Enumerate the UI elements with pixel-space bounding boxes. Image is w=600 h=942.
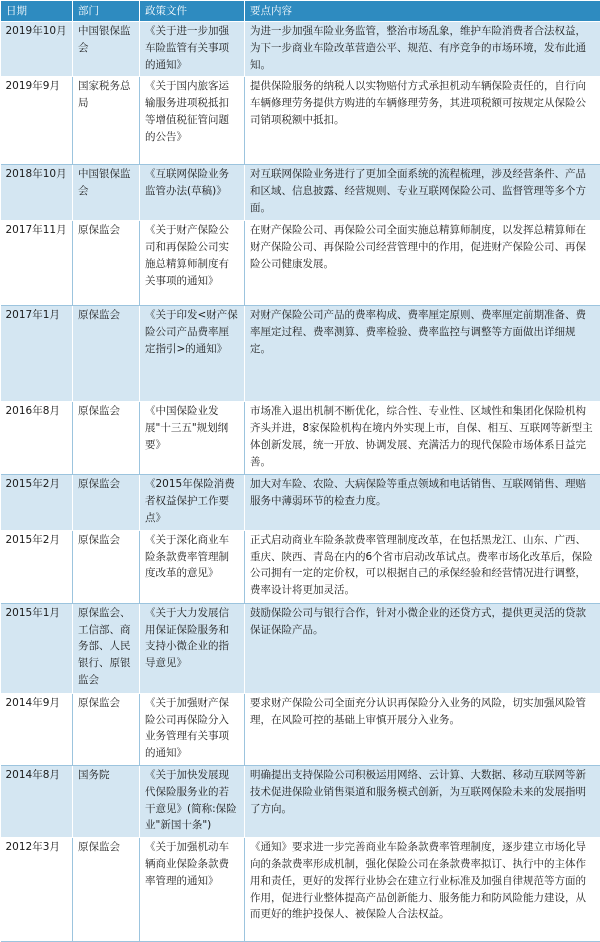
- cell-department: 原保监会: [73, 838, 140, 942]
- cell-date: 2016年8月: [1, 402, 73, 475]
- cell-department: 原保监会: [73, 402, 140, 475]
- table-row: [1, 221, 600, 306]
- cell-department: 中国银保监会: [73, 165, 140, 221]
- cell-department: 原保监会: [73, 221, 140, 306]
- cell-date: 2014年8月: [1, 765, 73, 837]
- table-row: [1, 530, 600, 603]
- cell-policy-document: 《关于深化商业车险条款费率管理制度改革的意见》: [140, 530, 245, 603]
- cell-key-points: 明确提出支持保险公司积极运用网络、云计算、大数据、移动互联网等新技术促进保险业销售渠道和服务模式创新，为互联网保险未来的发展指明了方向。: [245, 765, 600, 837]
- cell-date: 2017年11月: [1, 221, 73, 306]
- cell-department: 中国银保监会: [73, 22, 140, 77]
- cell-key-points: 提供保险服务的纳税人以实物赔付方式承担机动车辆保险责任的，自行向车辆修理劳务提供方购进的车辆修理劳务，其进项税额可按规定从保险公司销项税额中抵扣。: [245, 77, 600, 165]
- cell-key-points: 鼓励保险公司与银行合作，针对小微企业的还贷方式，提供更灵活的贷款保证保险产品。: [245, 603, 600, 693]
- cell-key-points: 加大对车险、农险、大病保险等重点领域和电话销售、互联网销售、理赔服务中薄弱环节的检查力度。: [245, 475, 600, 530]
- cell-policy-document: 《2015年保险消费者权益保护工作要点》: [140, 475, 245, 530]
- cell-department: 原保监会: [73, 306, 140, 402]
- cell-date: 2019年10月: [1, 22, 73, 77]
- table-row: [1, 475, 600, 530]
- cell-date: 2018年10月: [1, 165, 73, 221]
- cell-policy-document: 《关于大力发展信用保证保险服务和支持小微企业的指导意见》: [140, 603, 245, 693]
- table-row: [1, 765, 600, 837]
- cell-date: 2015年2月: [1, 530, 73, 603]
- cell-policy-document: 《关于国内旅客运输服务进项税抵扣等增值税征管问题的公告》: [140, 77, 245, 165]
- table-row: [1, 165, 600, 221]
- cell-key-points: 为进一步加强车险业务监管，整治市场乱象，维护车险消费者合法权益，为下一步商业车险改革营造公平、规范、有序竞争的市场环境，发布此通知。: [245, 22, 600, 77]
- cell-key-points: 《通知》要求进一步完善商业车险条款费率管理制度，逐步建立市场化导向的条款费率形成机制，强化保险公司在条款费率拟订、执行中的主体作用和责任，更好的发挥行业协会在建立行业标准及加强自律规范等方面的作用，促进行业整体提高产品创新能力、服务能力和防风险能力建设，从而更好的维护投保人、被保险人合法权益。: [245, 838, 600, 942]
- cell-department: 原保监会、工信部、商务部、人民银行、原银监会: [73, 603, 140, 693]
- cell-policy-document: 《关于加强机动车辆商业保险条款费率管理的通知》: [140, 838, 245, 942]
- cell-department: 原保监会: [73, 693, 140, 765]
- cell-key-points: 对互联网保险业务进行了更加全面系统的流程梳理，涉及经营条件、产品和区域、信息披露、经营规则、专业互联网保险公司、监督管理等多个方面。: [245, 165, 600, 221]
- cell-policy-document: 《关于财产保险公司和再保险公司实施总精算师制度有关事项的通知》: [140, 221, 245, 306]
- table-row: [1, 838, 600, 942]
- cell-policy-document: 《关于进一步加强车险监管有关事项的通知》: [140, 22, 245, 77]
- table-row: [1, 693, 600, 765]
- cell-key-points: 市场准入退出机制不断优化，综合性、专业性、区域性和集团化保险机构齐头并进，8家保险机构在境内外实现上市，自保、相互、互联网等新型主体创新发展，统一开放、协调发展、充满活力的现代保险市场体系日益完善。: [245, 402, 600, 475]
- table-row: [1, 603, 600, 693]
- cell-policy-document: 《关于加快发展现代保险服务业的若干意见》(简称:保险业"新国十条"): [140, 765, 245, 837]
- cell-policy-document: 《中国保险业发展"十三五"规划纲要》: [140, 402, 245, 475]
- cell-policy-document: 《关于印发<财产保险公司产品费率厘定指引>的通知》: [140, 306, 245, 402]
- cell-department: 原保监会: [73, 530, 140, 603]
- cell-date: 2017年1月: [1, 306, 73, 402]
- cell-key-points: 正式启动商业车险条款费率管理制度改革，在包括黑龙江、山东、广西、重庆、陕西、青岛在内的6个省市启动改革试点。费率市场化改革后，保险公司拥有一定的定价权，可以根据自己的承保经验和经营情况进行调整，费率设计将更加灵活。: [245, 530, 600, 603]
- cell-date: 2012年3月: [1, 838, 73, 942]
- table-row: [1, 22, 600, 77]
- header-policy-document: 政策文件: [140, 1, 245, 22]
- cell-policy-document: 《关于加强财产保险公司再保险分入业务管理有关事项的通知》: [140, 693, 245, 765]
- cell-department: 原保监会: [73, 475, 140, 530]
- cell-key-points: 对财产保险公司产品的费率构成、费率厘定原则、费率厘定前期准备、费率厘定过程、费率测算、费率检验、费率监控与调整等方面做出详细规定。: [245, 306, 600, 402]
- header-department: 部门: [73, 1, 140, 22]
- cell-date: 2015年2月: [1, 475, 73, 530]
- table-row: [1, 402, 600, 475]
- table-header-row: [1, 1, 600, 22]
- table-row: [1, 306, 600, 402]
- table-row: [1, 77, 600, 165]
- header-date: 日期: [1, 1, 73, 22]
- cell-department: 国务院: [73, 765, 140, 837]
- header-key-points: 要点内容: [245, 1, 600, 22]
- cell-key-points: 在财产保险公司、再保险公司全面实施总精算师制度，以发挥总精算师在财产保险公司、再保险公司经营管理中的作用，促进财产保险公司、再保险公司健康发展。: [245, 221, 600, 306]
- cell-policy-document: 《互联网保险业务监管办法(草稿)》: [140, 165, 245, 221]
- cell-department: 国家税务总局: [73, 77, 140, 165]
- cell-date: 2014年9月: [1, 693, 73, 765]
- cell-date: 2015年1月: [1, 603, 73, 693]
- cell-date: 2019年9月: [1, 77, 73, 165]
- cell-key-points: 要求财产保险公司全面充分认识再保险分入业务的风险，切实加强风险管理，在风险可控的基础上审慎开展分入业务。: [245, 693, 600, 765]
